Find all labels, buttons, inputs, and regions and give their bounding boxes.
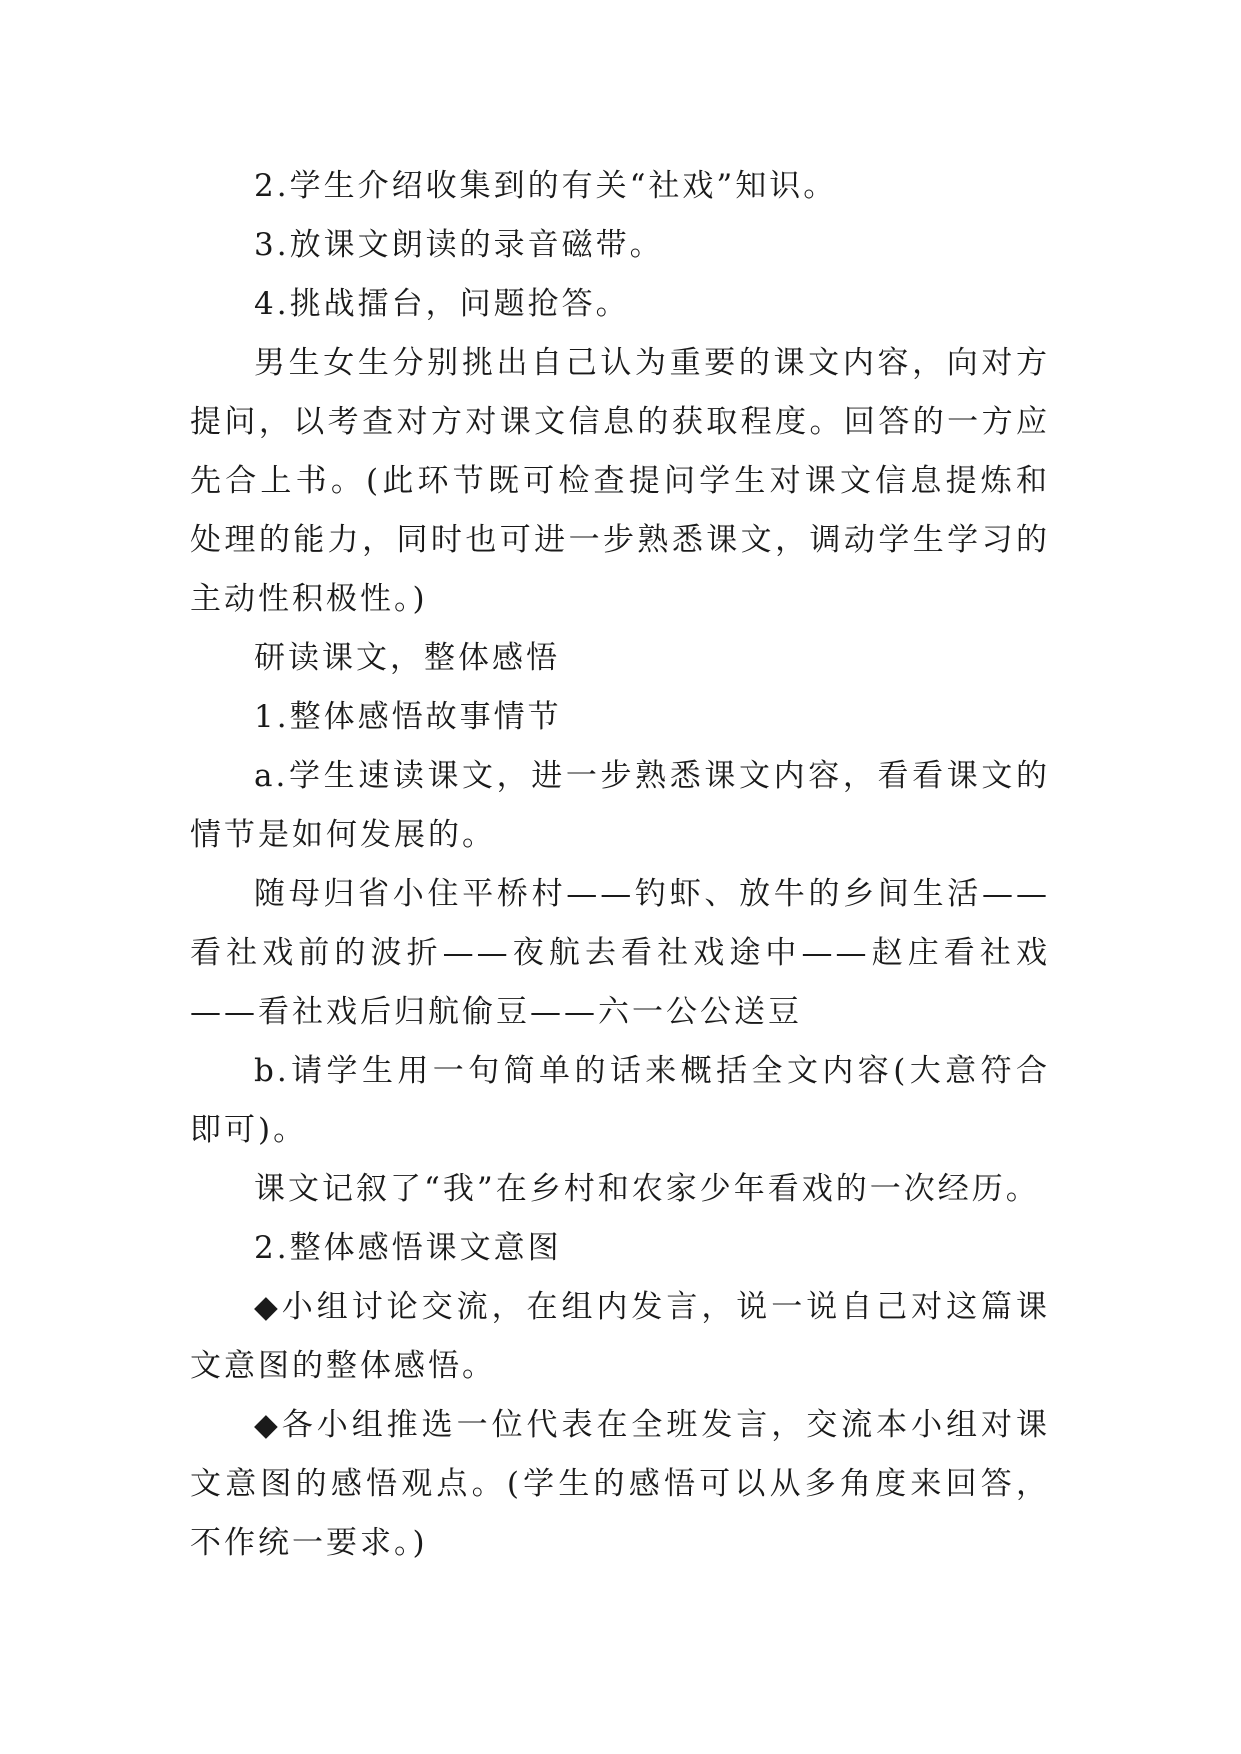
subheading-plot: 1.整体感悟故事情节 xyxy=(254,699,562,735)
paragraph-summary: 课文记叙了“我”在乡村和农家少年看戏的一次经历。 xyxy=(254,1171,1040,1207)
paragraph-plot-sequence: 随母归省小住平桥村——钓虾、放牛的乡间生活——看社戏前的波折——夜航去看社戏途中——赵庄看社戏——看社戏后归航偷豆——六一公公送豆 xyxy=(190,876,1050,1030)
paragraph-step-4: 4.挑战擂台，问题抢答。 xyxy=(254,286,630,322)
paragraph-plot-a: a.学生速读课文，进一步熟悉课文内容，看看课文的情节是如何发展的。 xyxy=(190,758,1050,853)
subheading-intent: 2.整体感悟课文意图 xyxy=(254,1230,562,1266)
bullet-class-presentation: ◆各小组推选一位代表在全班发言，交流本小组对课文意图的感悟观点。(学生的感悟可以从多角度来回答，不作统一要求。) xyxy=(190,1407,1050,1561)
paragraph-quiz-description: 男生女生分别挑出自己认为重要的课文内容，向对方提问，以考查对方对课文信息的获取程度。回答的一方应先合上书。(此环节既可检查提问学生对课文信息提炼和处理的能力，同时也可进一步熟悉课文，调动学生学习的主动性积极性。) xyxy=(190,345,1050,617)
paragraph-plot-b: b.请学生用一句简单的话来概括全文内容(大意符合即可)。 xyxy=(190,1053,1050,1148)
paragraph-step-2: 2.学生介绍收集到的有关“社戏”知识。 xyxy=(254,168,838,204)
paragraph-step-3: 3.放课文朗读的录音磁带。 xyxy=(254,227,664,263)
bullet-group-discussion: ◆小组讨论交流，在组内发言，说一说自己对这篇课文意图的整体感悟。 xyxy=(190,1289,1050,1384)
section-heading-study: 研读课文，整体感悟 xyxy=(254,640,560,676)
